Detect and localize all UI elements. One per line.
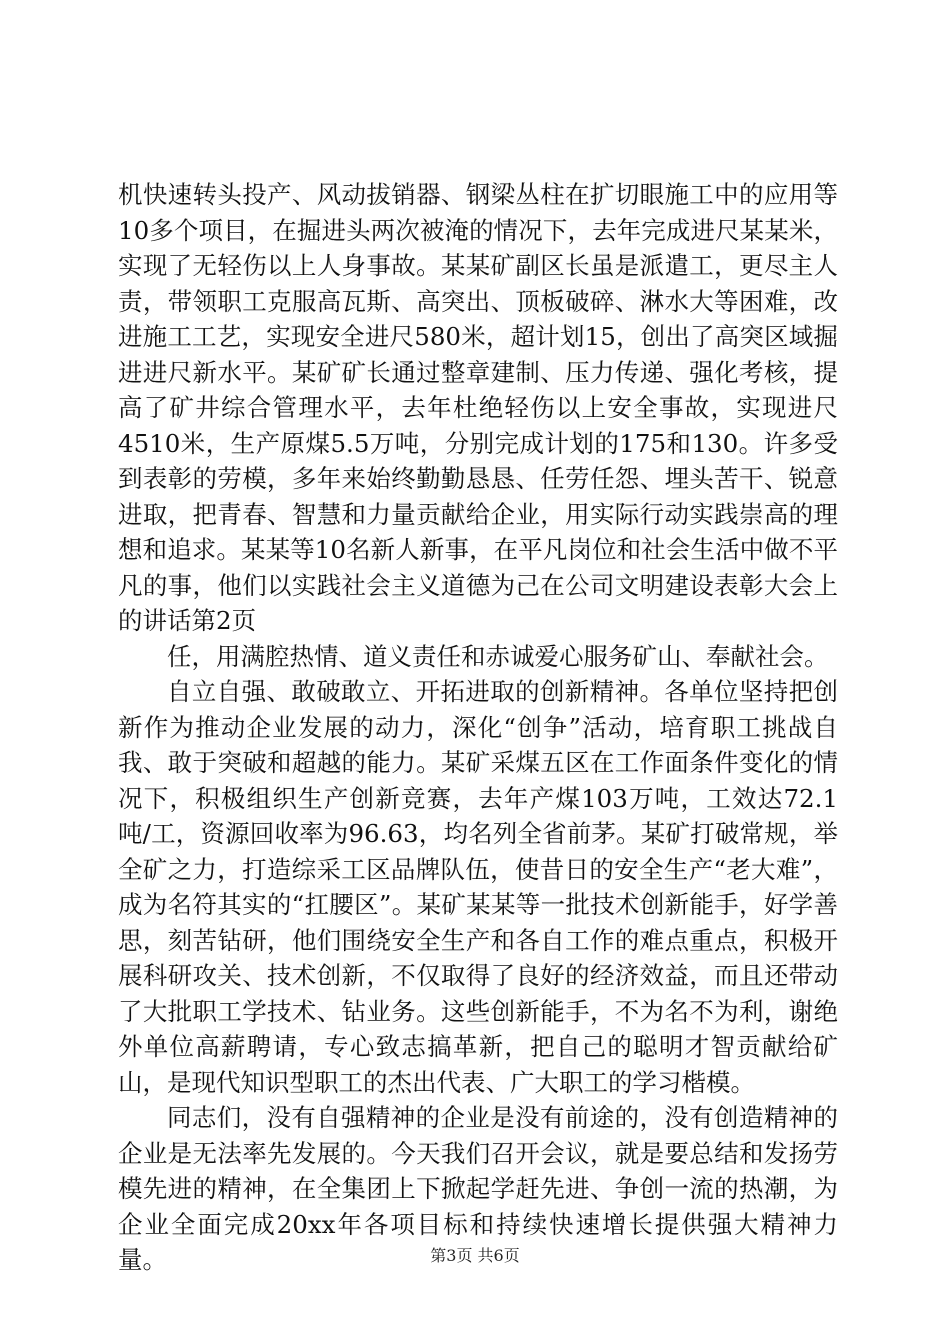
paragraph-innovation-spirit: 自立自强、敢破敢立、开拓进取的创新精神。各单位坚持把创新作为推动企业发展的动力，深化“创争”活动，培育职工挑战自我、敢于突破和超越的能力。某矿采煤五区在工作面条件变化的情况下，积极组织生产创新竞赛，去年产煤103万吨，工效达72.1吨/工，资源回收率为96.63，均名列全省前茅。某矿打破常规，举全矿之力，打造综采工区品牌队伍，使昔日的安全生产“老大难”，成为名符其实的“扛腰区”。某矿某某等一批技术创新能手，好学善思，刻苦钻研，他们围绕安全生产和各自工作的难点重点，积极开展科研攻关、技术创新，不仅取得了良好的经济效益，而且还带动了大批职工学技术、钻业务。这些创新能手，不为名不为利，谢绝外单位高薪聘请，专心致志搞革新，把自己的聪明才智贡献给矿山，是现代知识型职工的杰出代表、广大职工的学习楷模。 (118, 677, 838, 1097)
paragraph-conclusion: 同志们，没有自强精神的企业是没有前途的，没有创造精神的企业是无法率先发展的。今天我们召开会议，就是要总结和发扬劳模先进的精神，在全集团上下掀起学赶先进、争创一流的热潮，为企业全面完成20xx年各项目标和持续快速增长提供强大精神力量。 (118, 1103, 838, 1274)
document-body (118, 177, 838, 1278)
paragraph-continuation: 机快速转头投产、风动拔销器、钢梁丛柱在扩切眼施工中的应用等10多个项目，在掘进头两次被淹的情况下，去年完成进尺某某米，实现了无轻伤以上人身事故。某某矿副区长虽是派遣工，更尽主人责，带领职工克服高瓦斯、高突出、顶板破碎、淋水大等困难，改进施工工艺，实现安全进尺580米，超计划15，创出了高突区域掘进进尺新水平。某矿矿长通过整章建制、压力传递、强化考核，提高了矿井综合管理水平，去年杜绝轻伤以上安全事故，实现进尺4510米，生产原煤5.5万吨，分别完成计划的175和130。许多受到表彰的劳模，多年来始终勤勤恳恳、任劳任怨、埋头苦干、锐意进取，把青春、智慧和力量贡献给企业，用实际行动实践崇高的理想和追求。某某等10名新人新事，在平凡岗位和社会生活中做不平凡的事，他们以实践社会主义道德为己在公司文明建设表彰大会上的讲话第2页 (118, 180, 838, 635)
page-footer (0, 1243, 950, 1266)
paragraph-continuation-2: 任，用满腔热情、道义责任和赤诚爱心服务矿山、奉献社会。 (167, 641, 829, 671)
page-number: 第3页 共6页 (430, 1246, 520, 1265)
